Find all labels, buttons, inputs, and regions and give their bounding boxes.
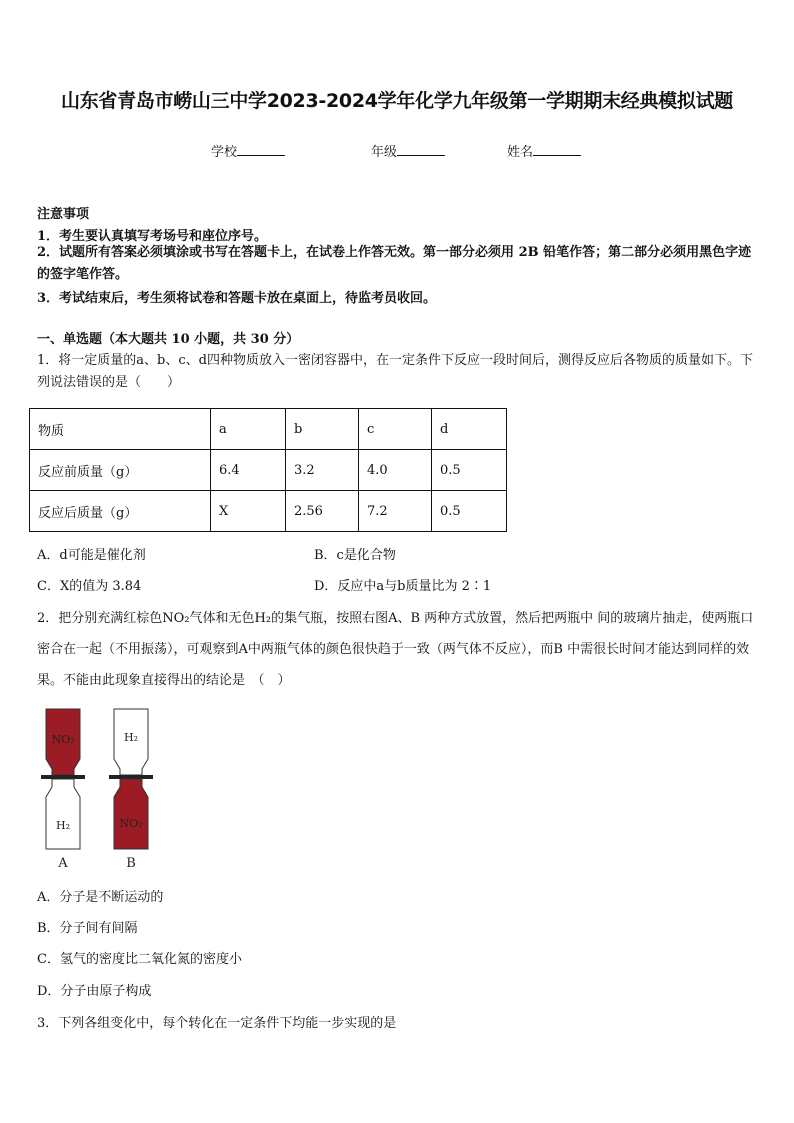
q2-option-d: D．分子由原子构成 bbox=[37, 984, 152, 999]
table-cell: c bbox=[359, 409, 432, 450]
table-row bbox=[30, 491, 507, 532]
school-field bbox=[211, 141, 285, 160]
table-cell: 7.2 bbox=[359, 491, 432, 532]
q2-option-c: C．氢气的密度比二氧化氮的密度小 bbox=[37, 952, 242, 967]
table-cell: 6.4 bbox=[211, 450, 286, 491]
table-cell: 4.0 bbox=[359, 450, 432, 491]
q1-stem: 1．将一定质量的a、b、c、d四种物质放入一密闭容器中，在一定条件下反应一段时间后，测得反应后各物质的质量如下。下列说法错误的是（ ） bbox=[37, 353, 753, 390]
table-cell: 反应后质量（g） bbox=[30, 491, 211, 532]
bottle-a-bottom bbox=[46, 779, 80, 849]
notice-heading: 注意事项 bbox=[37, 207, 90, 222]
q2-figure bbox=[38, 705, 158, 875]
bottle-a-seal bbox=[41, 775, 85, 779]
name-label: 姓名 bbox=[507, 145, 534, 160]
table-cell: 0.5 bbox=[432, 450, 507, 491]
notice-item-3: 3．考试结束后，考生须将试卷和答题卡放在桌面上，待监考员收回。 bbox=[37, 291, 437, 306]
table-cell: a bbox=[211, 409, 286, 450]
q2-option-b: B．分子间有间隔 bbox=[37, 921, 138, 936]
q1-option-b: B．c是化合物 bbox=[314, 548, 396, 563]
table-header-row bbox=[30, 409, 507, 450]
table-cell: b bbox=[286, 409, 359, 450]
grade-blank bbox=[397, 143, 445, 156]
table-row bbox=[30, 450, 507, 491]
q1-option-d: D．反应中a与b质量比为 2∶1 bbox=[314, 579, 492, 594]
q3-stem: 3．下列各组变化中，每个转化在一定条件下均能一步实现的是 bbox=[37, 1016, 397, 1031]
name-blank bbox=[533, 143, 581, 156]
school-blank bbox=[237, 143, 285, 156]
setup-b-label: B bbox=[126, 856, 136, 871]
q1-option-a: A．d可能是催化剂 bbox=[37, 548, 146, 563]
grade-field bbox=[371, 141, 445, 160]
bottle-a-bottom-label: H₂ bbox=[55, 819, 71, 832]
setup-b bbox=[109, 709, 153, 871]
section-heading: 一、单选题（本大题共 10 小题，共 30 分） bbox=[37, 332, 300, 347]
bottle-b-seal bbox=[109, 775, 153, 779]
grade-label: 年级 bbox=[371, 145, 398, 160]
table-cell: 反应前质量（g） bbox=[30, 450, 211, 491]
table-cell: 3.2 bbox=[286, 450, 359, 491]
q1-table bbox=[29, 408, 507, 532]
name-field bbox=[507, 141, 581, 160]
table-cell: 2.56 bbox=[286, 491, 359, 532]
q2-stem: 2．把分别充满红棕色NO₂气体和无色H₂的集气瓶，按照右图A、B 两种方式放置，然后把两瓶中 间的玻璃片抽走，使两瓶口密合在一起（不用振荡），可观察到A中两瓶气体的颜色很快趋于一致（两气体不反应），而B 中需很长时间才能达到同样的效果。不能由此现象直接得出的结论是 （ ） bbox=[37, 611, 754, 688]
page-title: 山东省青岛市崂山三中学2023-2024学年化学九年级第一学期期末经典模拟试题 bbox=[61, 90, 733, 112]
notice-item-2: 2．试题所有答案必须填涂或书写在答题卡上，在试卷上作答无效。第一部分必须用 2B 铅笔作答；第二部分必须用黑色字迹的签字笔作答。 bbox=[37, 245, 752, 282]
bottle-b-bottom-label: NO₂ bbox=[119, 817, 143, 830]
table-cell: d bbox=[432, 409, 507, 450]
bottle-b-bottom bbox=[114, 779, 148, 849]
bottle-a-top-label: NO₂ bbox=[51, 733, 75, 746]
table-cell: X bbox=[211, 491, 286, 532]
table-cell: 0.5 bbox=[432, 491, 507, 532]
bottle-b-top-label: H₂ bbox=[123, 731, 139, 744]
q2-option-a: A．分子是不断运动的 bbox=[37, 890, 164, 905]
notice-item-1: 1．考生要认真填写考场号和座位序号。 bbox=[37, 229, 268, 244]
school-label: 学校 bbox=[211, 145, 238, 160]
setup-a bbox=[41, 709, 85, 871]
table-cell: 物质 bbox=[30, 409, 211, 450]
q1-option-c: C．X的值为 3.84 bbox=[37, 579, 142, 594]
setup-a-label: A bbox=[58, 856, 68, 871]
